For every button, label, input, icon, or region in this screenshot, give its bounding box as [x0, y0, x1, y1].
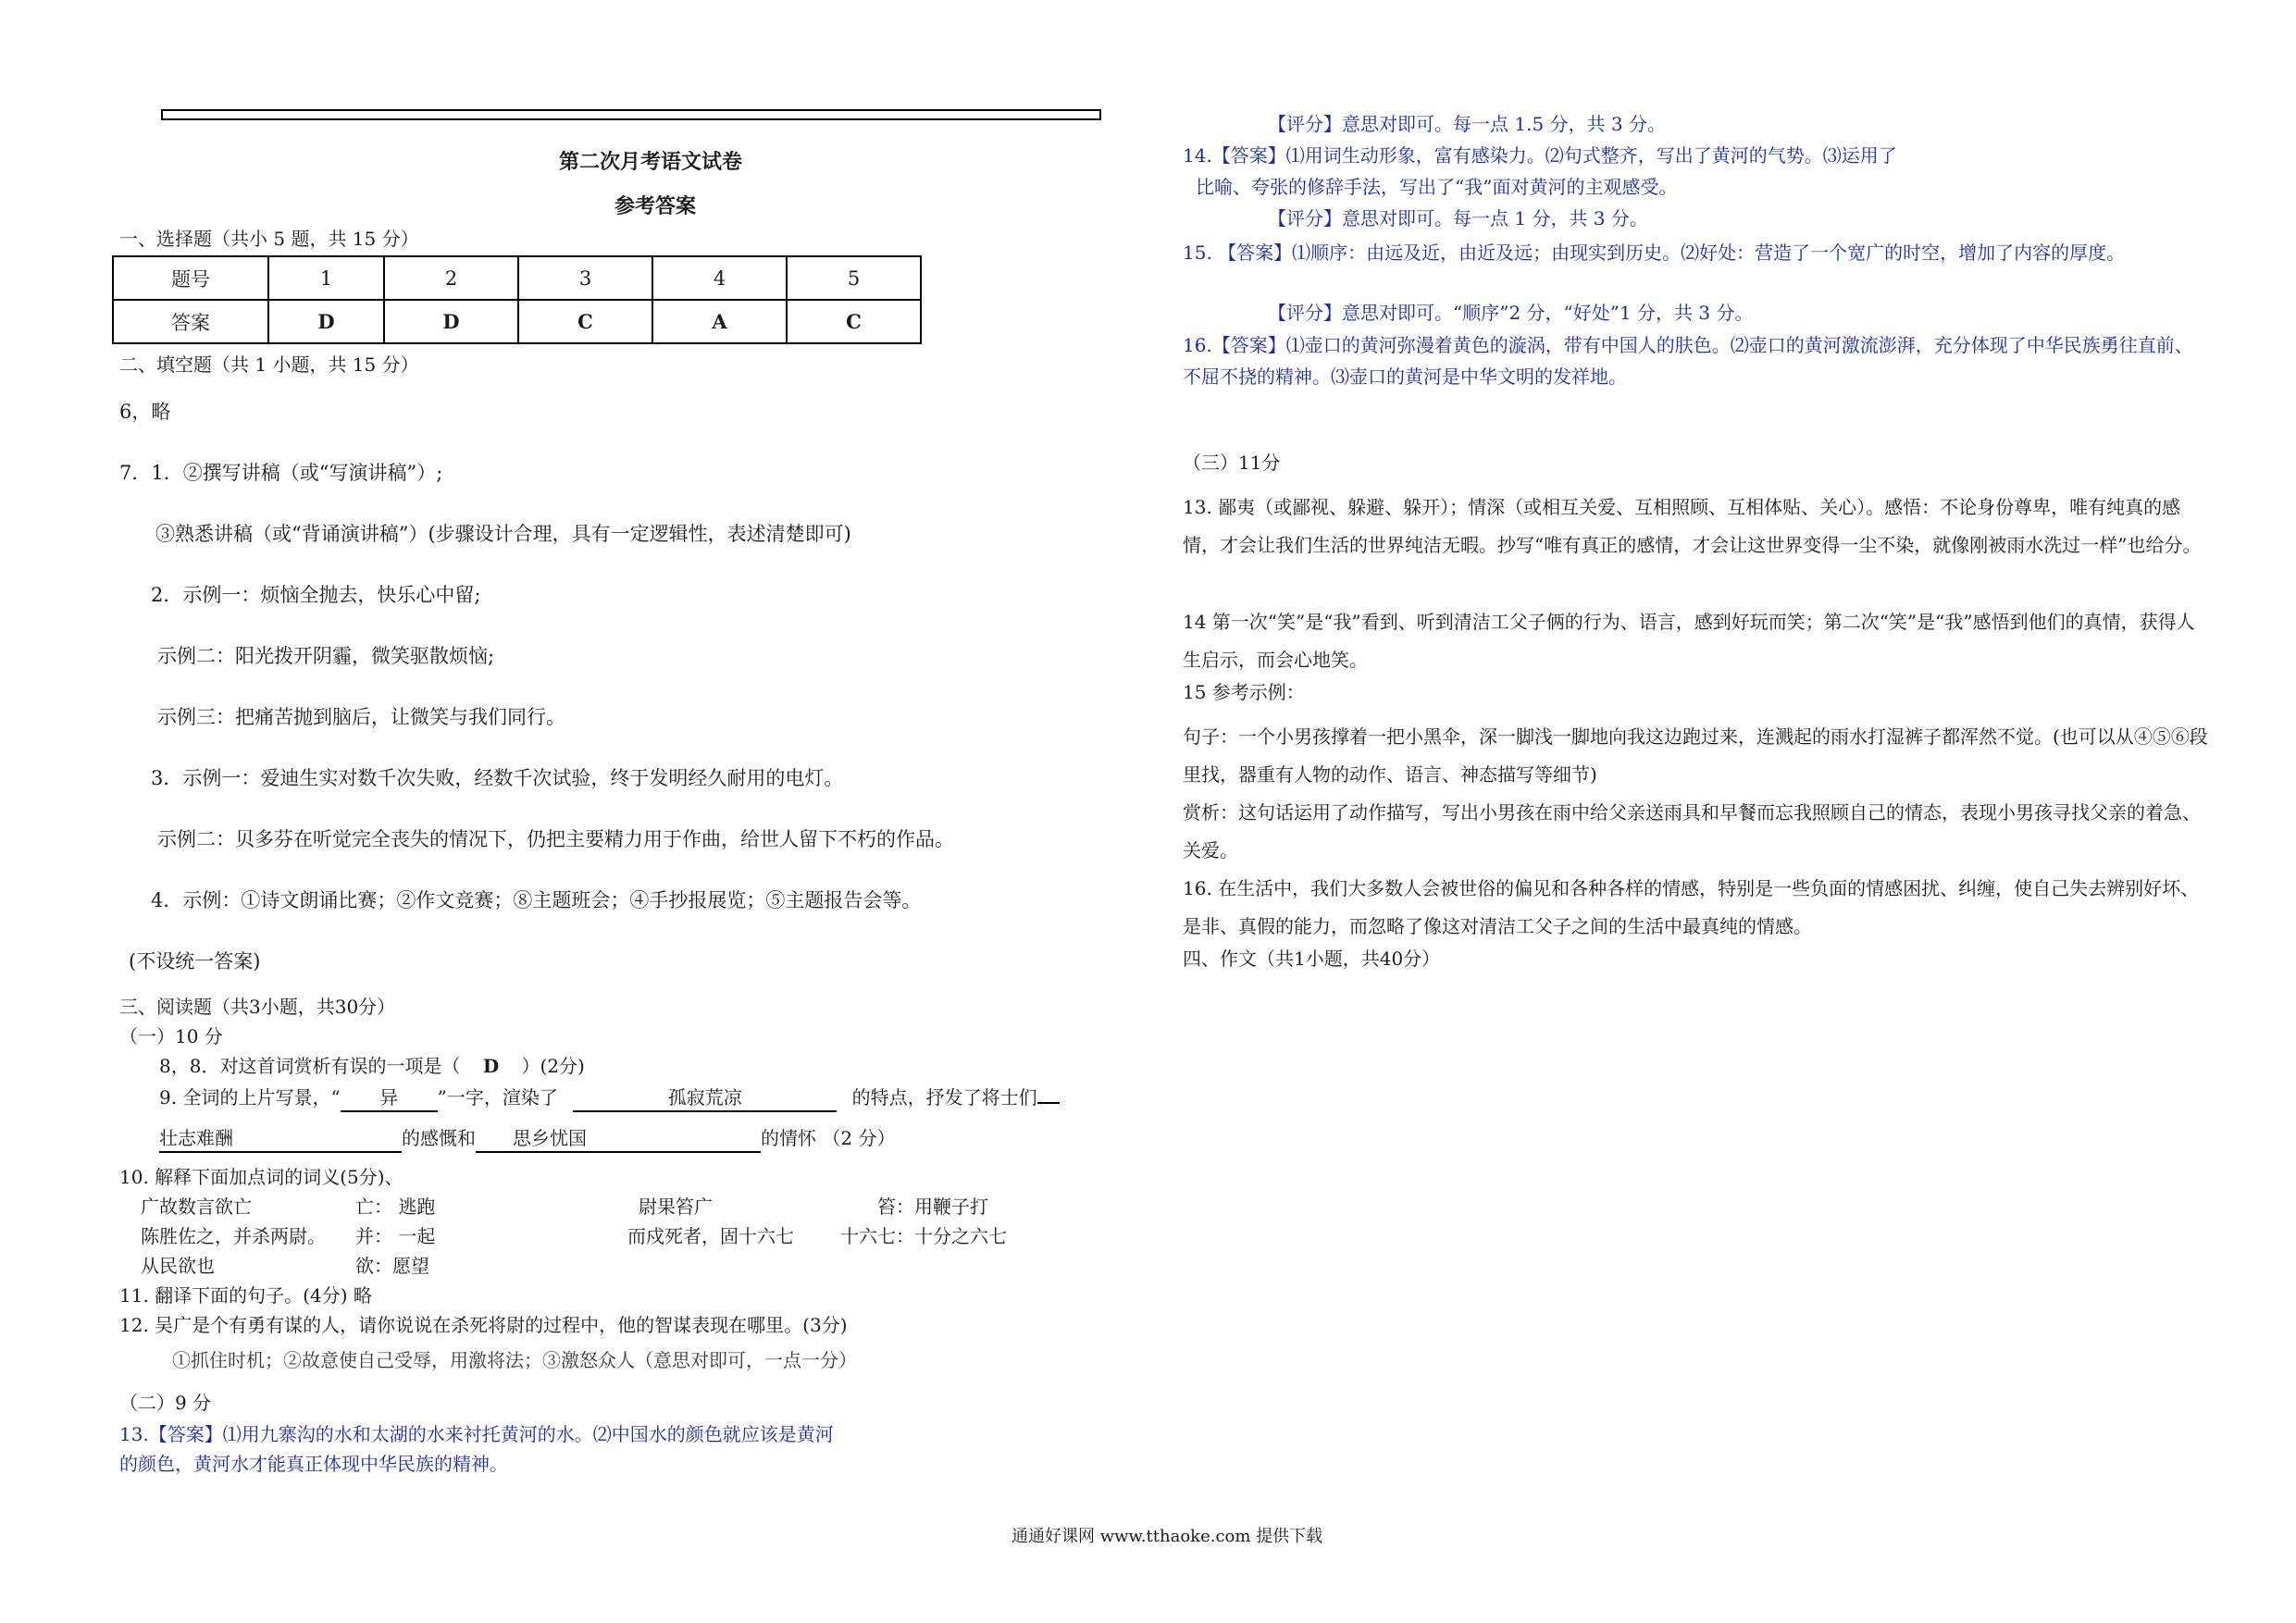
table-cell: C: [518, 300, 652, 343]
q10-term: 广故数言欲亡: [141, 1196, 252, 1218]
q10-term: 陈胜佐之，并杀两尉。: [141, 1225, 326, 1247]
p3-q14: 14 第一次“笑”是“我”看到、听到清洁工父子俩的行为、语言，感到好玩而笑；第二次“笑”是“我”感悟到他们的真情，获得人生启示，而会心地笑。: [1183, 611, 2195, 671]
table-cell: 1: [268, 256, 384, 300]
table-cell: 4: [652, 256, 787, 300]
p3-q15-sentence: 句子：一个小男孩撑着一把小黑伞，深一脚浅一脚地向我这边跑过来，连溅起的雨水打湿裤子都浑然不觉。(也可以从④⑤⑥段里找，器重有人物的动作、语言、神态描写等细节): [1183, 725, 2208, 786]
q10-term: 而戍死者，固十六七: [627, 1225, 794, 1247]
q7-line: 示例二：贝多芬在听觉完全丧失的情况下，仍把主要精力用于作曲，给世人留下不朽的作品。: [157, 828, 954, 850]
table-cell: D: [268, 300, 384, 343]
q12-line: 12. 吴广是个有勇有谋的人，请你说说在杀死将尉的过程中，他的智谋表现在哪里。(3分): [119, 1314, 848, 1336]
q10-def: 并： 一起: [355, 1225, 436, 1247]
table-cell: 2: [384, 256, 518, 300]
table-cell: D: [384, 300, 518, 343]
p2-q13-line: 13.【答案】⑴用九寨沟的水和太湖的水来衬托黄河的水。⑵中国水的颜色就应该是黄河: [119, 1423, 834, 1445]
part-3-heading: （三）11分: [1183, 452, 1281, 474]
q9-text: 的情怀 （2 分）: [761, 1127, 896, 1149]
part-1-heading: （一）10 分: [119, 1025, 223, 1047]
q9-fill-1: 异: [341, 1084, 438, 1112]
q9-fill-3: 壮志难酬: [159, 1125, 402, 1153]
p2-q13-line: 的颜色，黄河水才能真正体现中华民族的精神。: [119, 1453, 508, 1475]
section-1-heading: 一、选择题（共小 5 题，共 15 分）: [119, 228, 419, 250]
p3-q15-head: 15 参考示例：: [1183, 681, 1305, 703]
p2-q14-line: 14.【答案】⑴用词生动形象，富有感染力。⑵句式整齐，写出了黄河的气势。⑶运用了: [1183, 144, 1897, 167]
table-answer-label: 答案: [113, 300, 268, 343]
q7-line: 7．1．②撰写讲稿（或“写演讲稿”）;: [119, 462, 443, 484]
q7-line: 2．示例一：烦恼全抛去，快乐心中留;: [151, 584, 481, 606]
q7-note: (不设统一答案): [129, 950, 261, 973]
answer-table: [112, 255, 922, 344]
section-2-heading: 二、填空题（共 1 小题，共 15 分）: [119, 353, 419, 376]
q8-line: [159, 1053, 585, 1079]
p3-q16: 16. 在生活中，我们大多数人会被世俗的偏见和各种各样的情感，特别是一些负面的情感困扰、纠缠，使自己失去辨别好坏、是非、真假的能力，而忽略了像这对清洁工父子之间的生活中最真纯的情感。: [1183, 877, 2200, 937]
table-cell: A: [652, 300, 787, 343]
q11-line: 11. 翻译下面的句子。(4分) 略: [119, 1284, 372, 1307]
q10-def: 欲：愿望: [355, 1255, 429, 1277]
q7-line: 示例二：阳光拨开阴霾，微笑驱散烦恼;: [157, 645, 495, 667]
q9-text: 的特点，抒发了将士们: [851, 1086, 1037, 1109]
q7-line: 3．示例一：爱迪生实对数千次失败，经数千次试验，终于发明经久耐用的电灯。: [151, 767, 844, 789]
q9-line-2: [159, 1125, 895, 1153]
q9-fill-gap: [1037, 1102, 1060, 1104]
p3-q15-analysis: 赏析：这句话运用了动作描写，写出小男孩在雨中给父亲送雨具和早餐而忘我照顾自己的情态，表现小男孩寻找父亲的着急、关爱。: [1183, 801, 2201, 861]
q9-text: ”一字，渲染了: [437, 1086, 558, 1109]
table-row: [113, 256, 921, 300]
q9-fill-4: 思乡忧国: [476, 1125, 761, 1153]
q10-def: 亡： 逃跑: [355, 1196, 436, 1218]
table-row: [113, 300, 921, 343]
q7-line: 示例三：把痛苦抛到脑后，让微笑与我们同行。: [157, 706, 565, 728]
q10-question: 10. 解释下面加点词的词义(5分)、: [119, 1166, 403, 1188]
doc-subtitle: 参考答案: [614, 194, 697, 218]
q9-fill-2: 孤寂荒凉: [573, 1084, 837, 1112]
page-footer: 通通好课网 www.tthaoke.com 提供下载: [1011, 1527, 1323, 1546]
section-3-heading: 三、阅读题（共3小题，共30分）: [119, 996, 396, 1018]
p2-q16: 16.【答案】⑴壶口的黄河弥漫着黄色的漩涡，带有中国人的肤色。⑵壶口的黄河激流澎湃，充分体现了中华民族勇往直前、不屈不挠的精神。⑶壶口的黄河是中华文明的发祥地。: [1183, 334, 2193, 388]
p2-score-note: 【评分】意思对即可。“顺序”2 分，“好处”1 分，共 3 分。: [1268, 302, 1754, 324]
q7-line: ③熟悉讲稿（或“背诵演讲稿”）(步骤设计合理，具有一定逻辑性，表述清楚即可): [155, 523, 851, 545]
p2-score-note: 【评分】意思对即可。每一点 1 分，共 3 分。: [1268, 207, 1648, 229]
q10-def: 笞：用鞭子打: [877, 1196, 988, 1218]
q10-term: 从民欲也: [141, 1255, 215, 1277]
table-cell: 5: [787, 256, 921, 300]
q9-text: 9. 全词的上片写景，“: [159, 1086, 341, 1109]
q10-def: 十六七：十分之六七: [840, 1225, 1007, 1247]
q6-answer: 6，略: [119, 401, 171, 423]
top-border-bar: [161, 109, 1101, 120]
p2-q14-line: 比喻、夸张的修辞手法，写出了“我”面对黄河的主观感受。: [1196, 176, 1678, 198]
table-header-label: 题号: [113, 256, 268, 300]
q10-term: 尉果笞广: [639, 1196, 713, 1218]
q9-line-1: [159, 1084, 1060, 1112]
p2-score-note: 【评分】意思对即可。每一点 1.5 分，共 3 分。: [1268, 113, 1666, 135]
p2-q15: 15. 【答案】⑴顺序：由远及近，由近及远；由现实到历史。⑵好处：营造了一个宽广的时空，增加了内容的厚度。: [1183, 242, 2126, 264]
q9-text: 的感慨和: [402, 1127, 476, 1149]
q8-text: 8，8．对这首词赏析有误的一项是（: [159, 1055, 461, 1077]
q8-score: ）(2分): [521, 1055, 585, 1077]
q12-answer: ①抓住时机；②故意使自己受辱，用激将法；③激怒众人（意思对即可，一点一分）: [172, 1349, 857, 1371]
table-cell: C: [787, 300, 921, 343]
section-4-heading: 四、作文（共1小题，共40分）: [1183, 948, 1441, 970]
p3-q13: 13. 鄙夷（或鄙视、躲避、躲开）；情深（或相互关爱、互相照顾、互相体贴、关心）。感悟：不论身份尊卑，唯有纯真的感情，才会让我们生活的世界纯洁无暇。抄写“唯有真正的感情，才会让这世界变得一尘不染，就像刚被雨水洗过一样”也给分。: [1183, 496, 2202, 556]
table-cell: 3: [518, 256, 652, 300]
q7-line: 4．示例：①诗文朗诵比赛；②作文竞赛；⑧主题班会；④手抄报展览；⑤主题报告会等。: [151, 889, 922, 911]
q8-answer: D: [482, 1055, 500, 1077]
doc-title: 第二次月考语文试卷: [559, 150, 743, 174]
part-2-heading: （二）9 分: [119, 1392, 212, 1414]
